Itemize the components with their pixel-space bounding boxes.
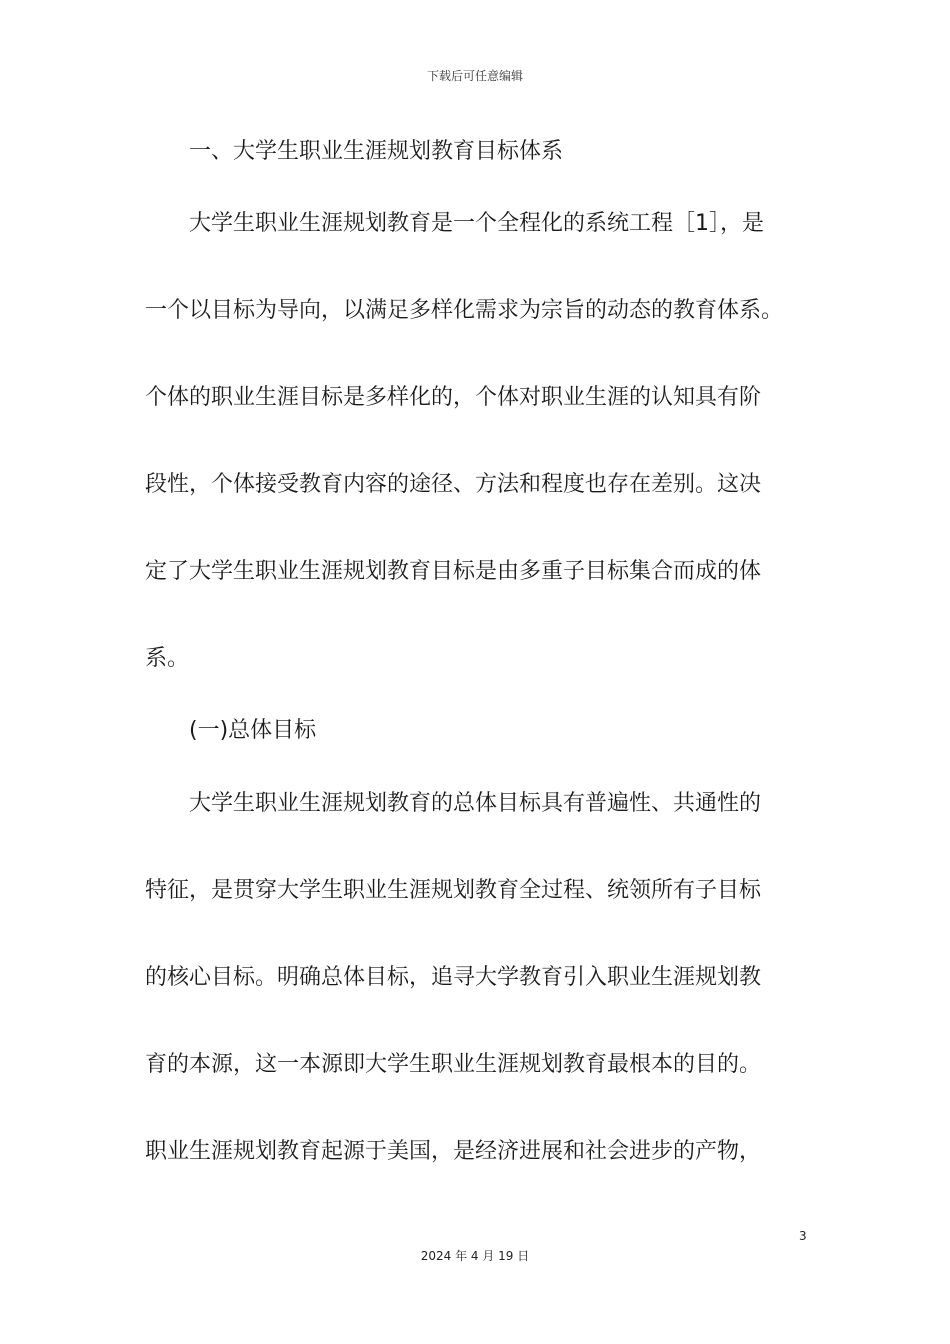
text-line: 的核心目标。明确总体目标，追寻大学教育引入职业生涯规划教: [145, 965, 762, 990]
header-note: 下载后可任意编辑: [426, 69, 523, 83]
text-line: 大学生职业生涯规划教育是一个全程化的系统工程［1］，是: [189, 211, 764, 236]
subsection-heading: (一)总体目标: [189, 718, 317, 743]
page-number: 3: [799, 1229, 807, 1243]
text-line: 个体的职业生涯目标是多样化的，个体对职业生涯的认知具有阶: [145, 385, 762, 410]
text-line: 一个以目标为导向，以满足多样化需求为宗旨的动态的教育体系。: [145, 298, 784, 323]
text-line: 特征，是贯穿大学生职业生涯规划教育全过程、统领所有子目标: [145, 878, 762, 903]
text-line: 职业生涯规划教育起源于美国，是经济进展和社会进步的产物，: [145, 1139, 762, 1164]
text-line: 段性，个体接受教育内容的途径、方法和程度也存在差别。这决: [145, 472, 762, 497]
text-line: 育的本源，这一本源即大学生职业生涯规划教育最根本的目的。: [145, 1052, 762, 1077]
footer-date: 2024 年 4 月 19 日: [420, 1249, 530, 1263]
text-line: 系。: [145, 646, 190, 671]
text-line: 定了大学生职业生涯规划教育目标是由多重子目标集合而成的体: [145, 559, 762, 584]
text-line: 大学生职业生涯规划教育的总体目标具有普遍性、共通性的: [189, 791, 762, 816]
section-heading: 一、大学生职业生涯规划教育目标体系: [189, 139, 564, 164]
